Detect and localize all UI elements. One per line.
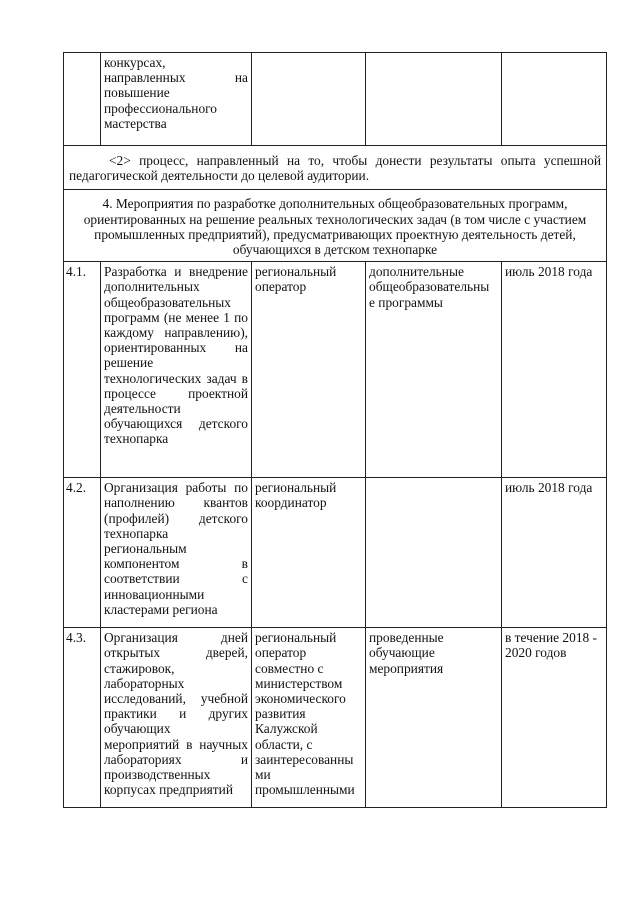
- section-header-row: [64, 190, 607, 262]
- row-number: 4.3.: [64, 628, 101, 808]
- row-result: дополнительные общеобразовательны е программы: [366, 262, 502, 478]
- row-result: проведенные обучающие мероприятия: [366, 628, 502, 808]
- row-number: 4.2.: [64, 478, 101, 628]
- cell-result-empty: [366, 53, 502, 146]
- table-row: [64, 262, 607, 478]
- row-activity: Организация работы по наполнению квантов (профилей) детского технопарка региональным компонентом в соответствии с инновационными кластерами региона: [101, 478, 252, 628]
- footnote-text: <2> процесс, направленный на то, чтобы донести результаты опыта успешной педагогической деятельности до целевой аудитории.: [64, 146, 607, 190]
- section-4-title: 4. Мероприятия по разработке дополнительных общеобразовательных программ, ориентированных на решение реальных технологических задач (в том числе с участием промышленных предприятий), предусматривающих проектную деятельность детей, обучающихся в детском технопарке: [64, 190, 607, 262]
- row-responsible: региональный координатор: [252, 478, 366, 628]
- row-number: 4.1.: [64, 262, 101, 478]
- table-row: [64, 628, 607, 808]
- row-deadline: июль 2018 года: [502, 478, 607, 628]
- row-deadline: июль 2018 года: [502, 262, 607, 478]
- table-row: [64, 478, 607, 628]
- plan-table: [63, 52, 607, 808]
- cell-num-empty: [64, 53, 101, 146]
- row-responsible: [252, 628, 366, 808]
- footnote-row: [64, 146, 607, 190]
- row-responsible-text: региональный оператор совместно с министерством экономического развития Калужской области, с заинтересованны ми промышленными: [255, 630, 355, 798]
- cell-deadline-empty: [502, 53, 607, 146]
- row-responsible: региональный оператор: [252, 262, 366, 478]
- cell-activity-continued: конкурсах, направленных на повышение профессионального мастерства: [101, 53, 252, 146]
- row-activity-text: Организация дней открытых дверей, стажировок, лабораторных исследований, учебной практики и других обучающих мероприятий в научных лабораториях и производственных корпусах предприятий: [104, 630, 248, 798]
- cell-responsible-empty: [252, 53, 366, 146]
- row-activity: Разработка и внедрение дополнительных общеобразовательных программ (не менее 1 по каждому направлению), ориентированных на решение технологических задач в процессе проектной деятельности обучающихся детского технопарка: [101, 262, 252, 478]
- row-activity: [101, 628, 252, 808]
- table-row-continued: [64, 53, 607, 146]
- row-deadline: в течение 2018 - 2020 годов: [502, 628, 607, 808]
- row-result: [366, 478, 502, 628]
